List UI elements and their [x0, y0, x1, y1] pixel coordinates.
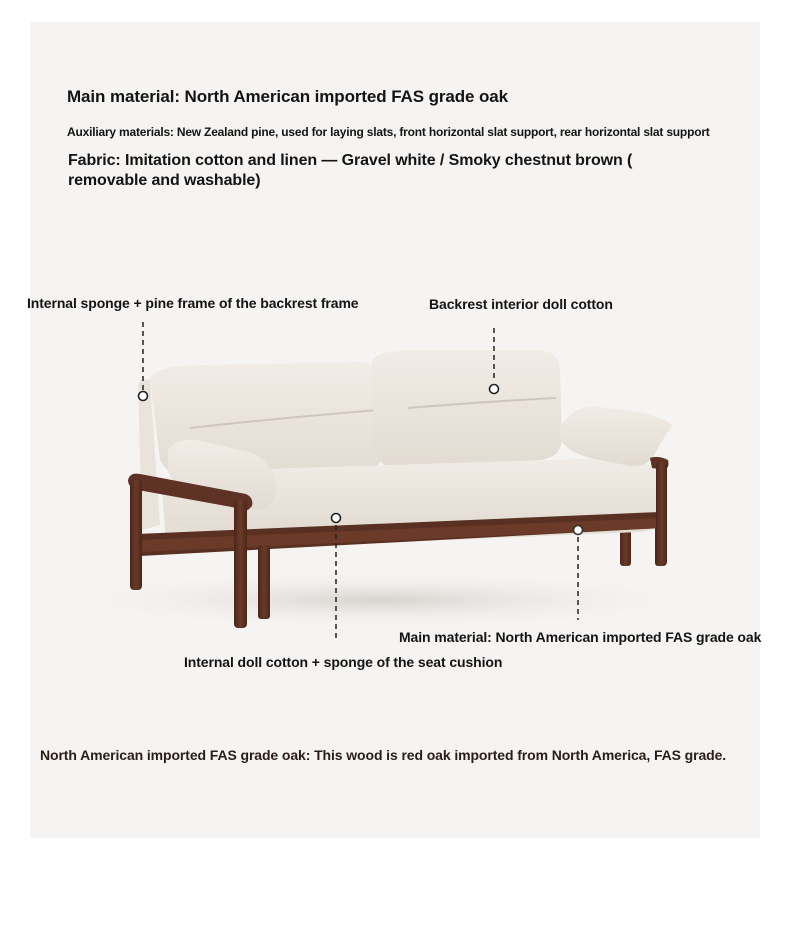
right-arm-post [656, 462, 667, 566]
callout-seat-cushion: Internal doll cotton + sponge of the seat cushion [184, 654, 503, 670]
auxiliary-materials-text: Auxiliary materials: New Zealand pine, used for laying slats, front horizontal slat support, rear horizontal slat support [67, 125, 710, 139]
callout-dot-seat [332, 514, 341, 523]
callout-backrest-frame: Internal sponge + pine frame of the backrest frame [27, 295, 359, 311]
left-arm-post-back [130, 480, 142, 590]
callout-dot-backrest-cotton [490, 385, 499, 394]
left-arm-post-front [234, 500, 247, 628]
backrest-cushion-right [372, 350, 562, 468]
front-leg-left [258, 545, 270, 619]
callout-dot-main-material [574, 526, 583, 535]
fabric-line-2: removable and washable) [68, 172, 261, 189]
fabric-line-1: Fabric: Imitation cotton and linen — Gravel white / Smoky chestnut brown ( [68, 152, 633, 169]
callout-backrest-cotton: Backrest interior doll cotton [429, 296, 613, 312]
callout-main-material: Main material: North American imported FAS grade oak [399, 629, 762, 645]
back-leg-right [620, 530, 631, 566]
callout-dot-backrest-frame [139, 392, 148, 401]
oak-footnote: North American imported FAS grade oak: This wood is red oak imported from North America, FAS grade. [40, 747, 727, 763]
main-material-heading: Main material: North American imported FAS grade oak [67, 87, 508, 106]
